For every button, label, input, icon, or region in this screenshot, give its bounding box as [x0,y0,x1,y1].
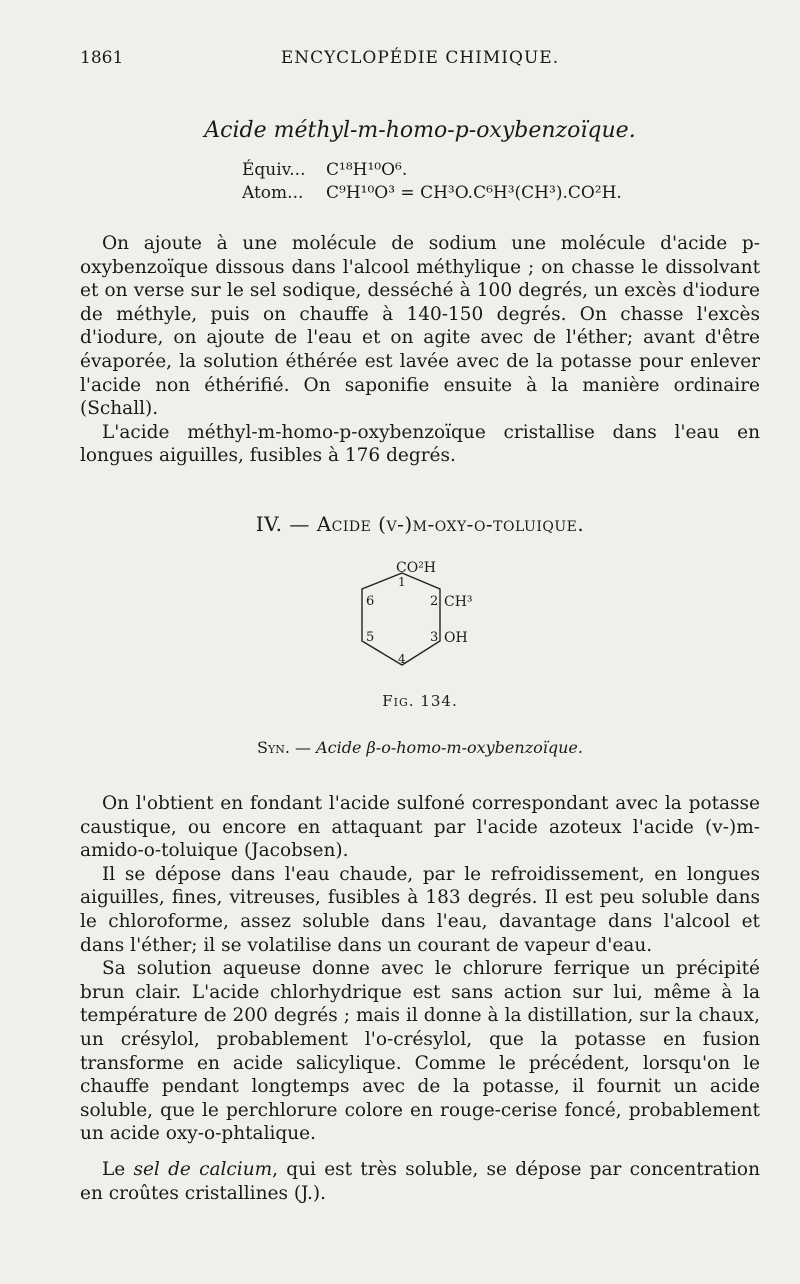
atom-number-1: 1 [398,575,406,589]
compound-title: Acide méthyl-m-homo-p-oxybenzoïque. [204,118,636,143]
formula-equiv-label: Équiv... [242,160,306,180]
running-head: ENCYCLOPÉDIE CHIMIQUE. [280,48,560,68]
atom-number-3: 3 [430,630,439,645]
synonym-dash: — [289,738,317,757]
atom-number-5: 5 [366,630,375,645]
atom-number-6: 6 [366,594,375,609]
page-number: 1861 [80,48,124,68]
section-heading [80,512,760,536]
calcium-salt-paragraph [80,1158,760,1205]
formula-equiv [242,160,407,180]
section-heading-text: Acide (v-)m-oxy-o-toluique. [316,512,585,536]
substituent-co2h: CO²H [396,560,437,576]
substituent-ch3: CH³ [444,594,473,610]
last-para-prefix: Le [102,1159,134,1180]
synonym-text: Acide β-o-homo-m-oxybenzoïque. [316,738,583,757]
paragraph: Sa solution aqueuse donne avec le chlorure ferrique un précipité brun clair. L'acide chlorhydrique est sans action sur lui, même à la température de 200 degrés ; mais il donne à la distillation, sur la chaux, un crésylol, probablement l'o-crésylol, que la potasse en fusion transforme en acide salicylique. Comme le précédent, lorsqu'on le chauffe pendant longtemps avec de la potasse, il fournit un acide soluble, que le perchlorure colore en rouge-cerise foncé, probablement un acide oxy-o-phtalique. [80,958,760,1145]
last-para-italic: sel de calcium [133,1159,273,1180]
synonym-line [80,738,760,757]
paragraph: Il se dépose dans l'eau chaude, par le refroidissement, en longues aiguilles, fines, vitreuses, fusibles à 183 degrés. Il est peu soluble dans le chloroforme, assez soluble dans l'eau, davantage dans l'alcool et dans l'éther; il se volatilise dans un courant de vapeur d'eau. [80,863,760,956]
paragraph [80,1158,760,1205]
benzene-ring-diagram [340,555,500,680]
formula-atom-label: Atom... [242,183,304,203]
section-number: IV. — [255,512,317,536]
synonym-label: Syn. [257,738,290,757]
atom-number-2: 2 [430,594,439,609]
formula-equiv-value: C¹⁸H¹⁰O⁶. [326,160,408,180]
paragraph: On ajoute à une molécule de sodium une molécule d'acide p-oxybenzoïque dissous dans l'alcool méthylique ; on chasse le dissolvant et on verse sur le sel sodique, desséché à 100 degrés, un excès d'iodure de méthyle, puis on chauffe à 140-150 degrés. On chasse l'excès d'iodure, on ajoute de l'eau et on agite avec de l'éther; avant d'être évaporée, la solution éthérée est lavée avec de la potasse pour enlever l'acide non éthérifié. On saponifie ensuite à la manière ordinaire (Schall). [80,233,760,420]
atom-number-4: 4 [398,652,406,666]
section4-body [80,792,760,1146]
formula-atom [242,183,622,203]
section3-body [80,232,760,468]
paragraph: L'acide méthyl-m-homo-p-oxybenzoïque cristallise dans l'eau en longues aiguilles, fusibles à 176 degrés. [80,421,760,467]
paragraph: On l'obtient en fondant l'acide sulfoné correspondant avec la potasse caustique, ou encore en attaquant par l'acide azoteux l'acide (v-)m-amido-o-toluique (Jacobsen). [80,793,760,862]
substituent-oh: OH [444,630,468,646]
figure-caption: Fig. 134. [382,692,458,710]
page-header [80,48,760,74]
last-para-suffix: , qui est très soluble, se dépose par concentration en croûtes cristallines (J.). [80,1159,760,1204]
formula-atom-value: C⁹H¹⁰O³ = CH³O.C⁶H³(CH³).CO²H. [326,183,622,203]
